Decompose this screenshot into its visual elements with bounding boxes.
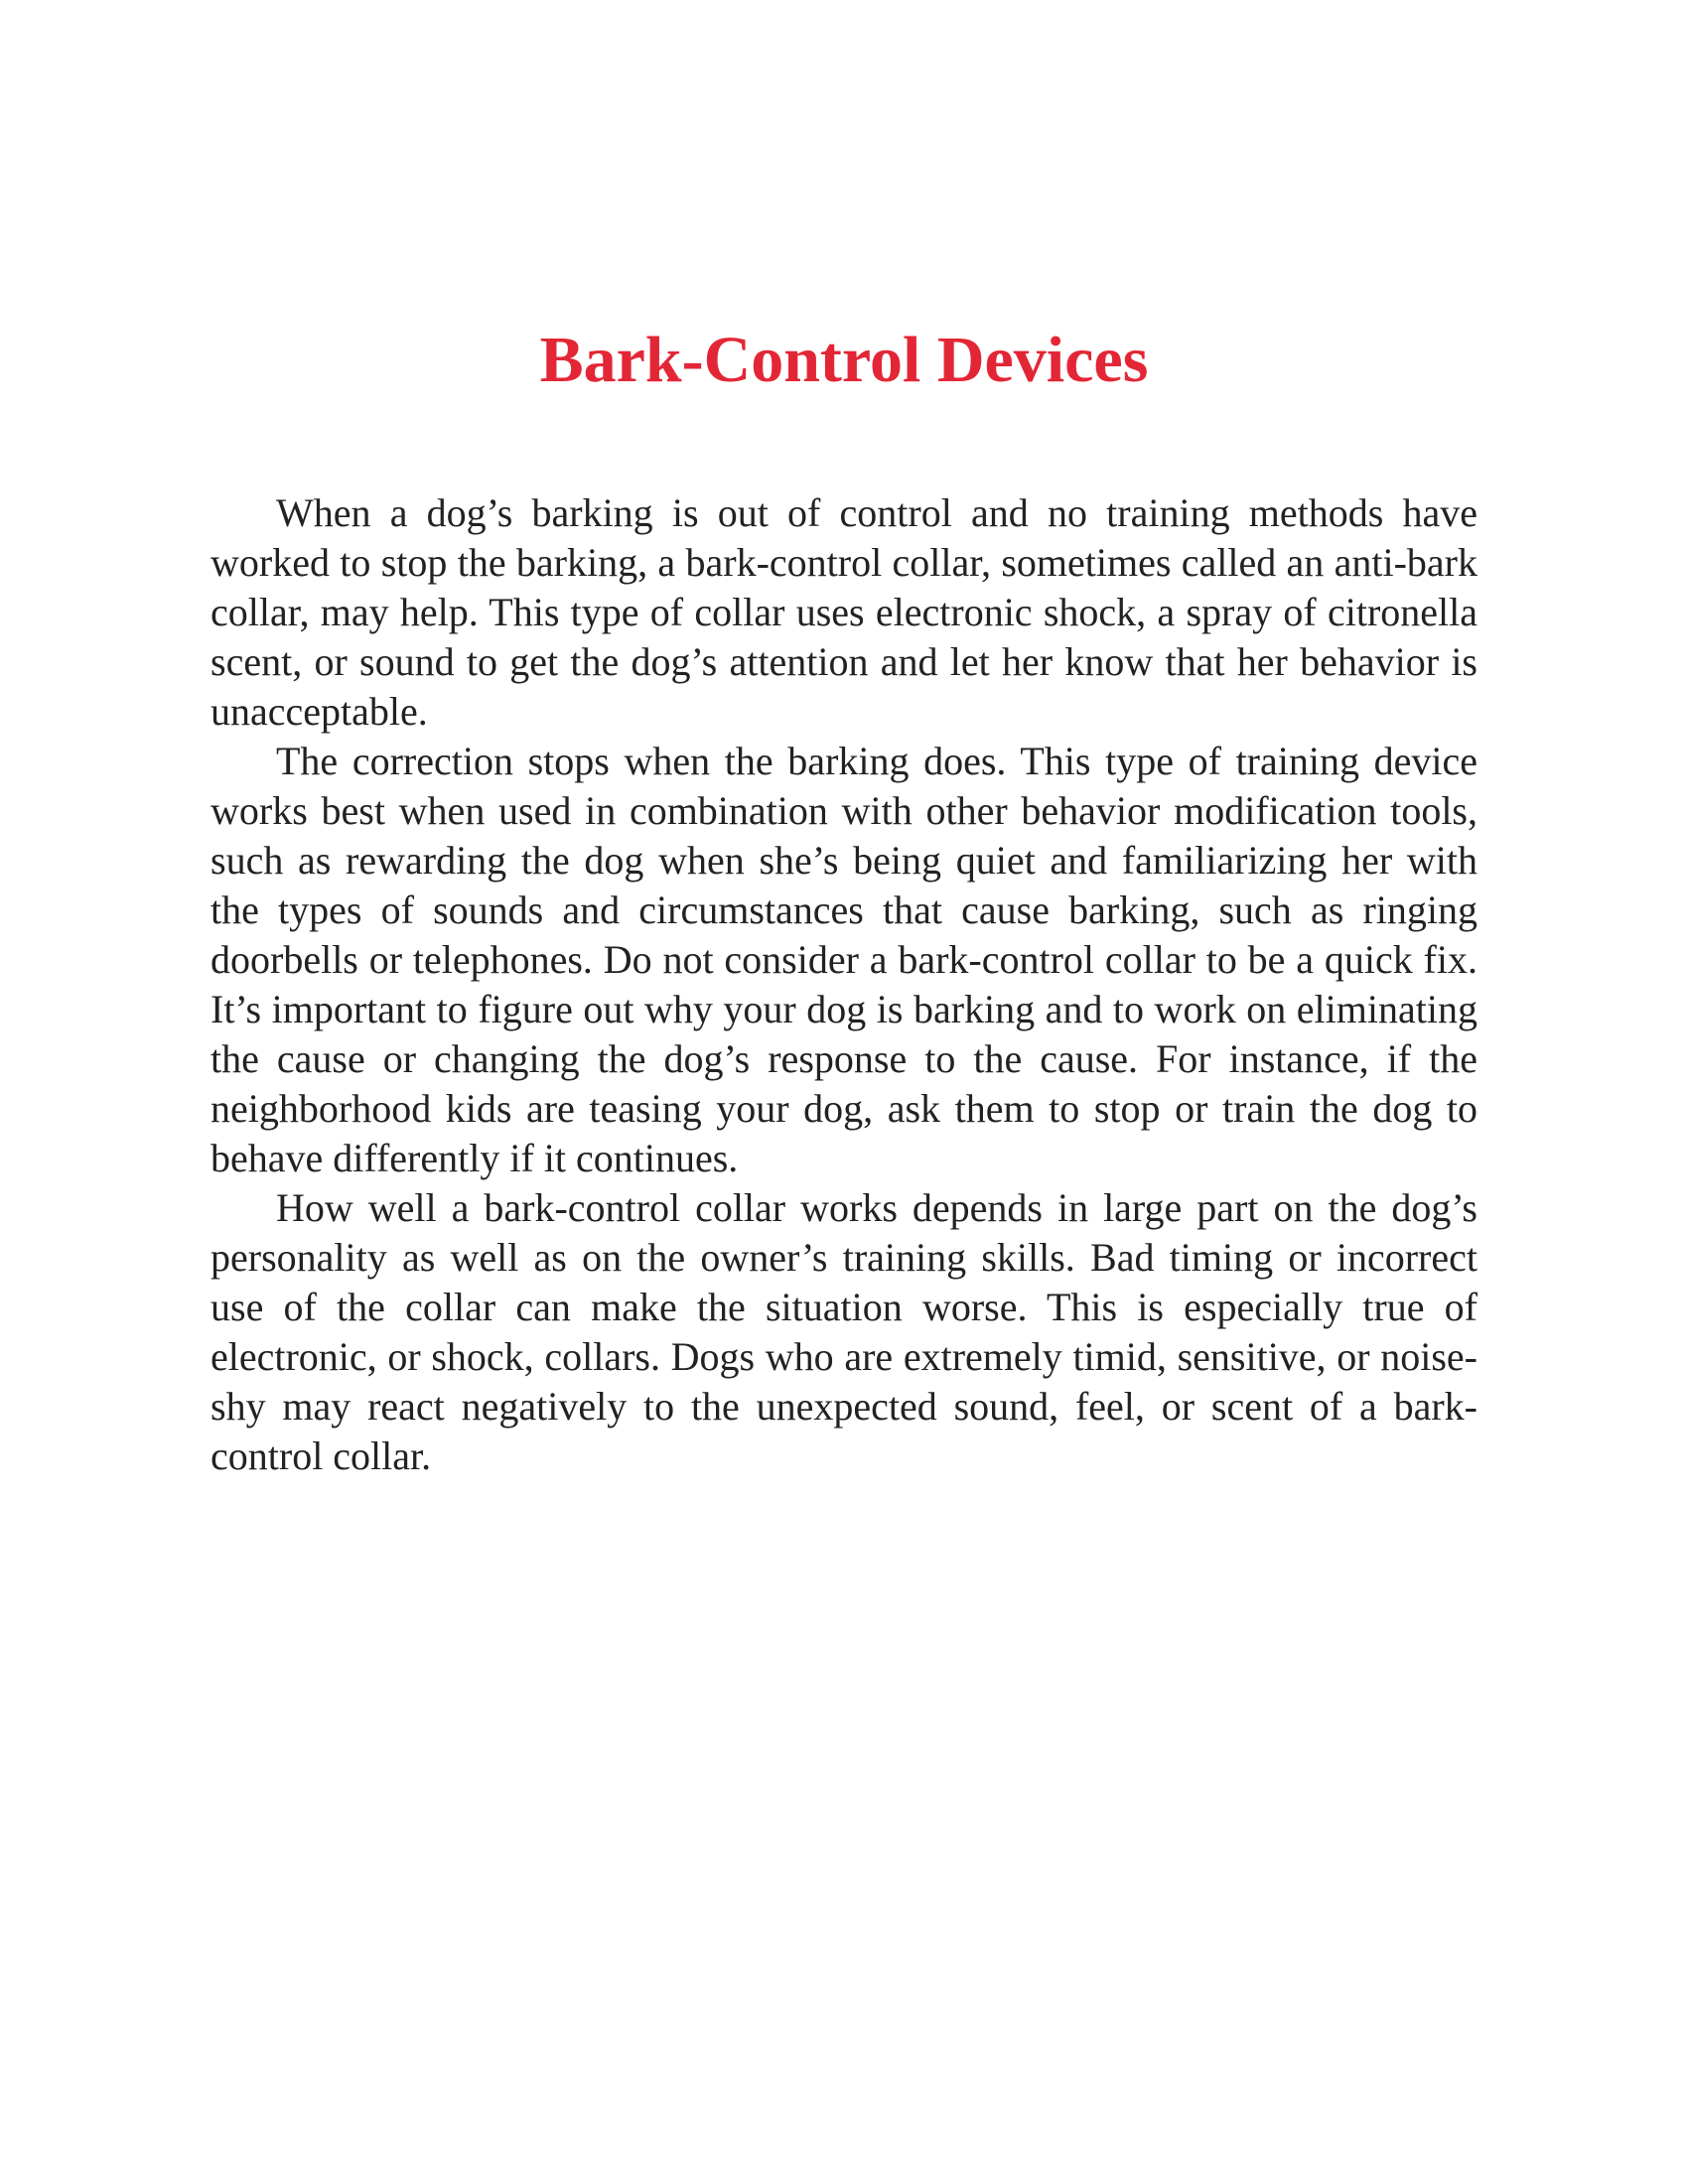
page-title: Bark-Control Devices [539,324,1149,396]
paragraph-3: How well a bark-control collar works depends in large part on the dog’s personality as well as on the owner’s training skills. Bad timing or incorrect use of the collar can make the situation worse. This is especially true of electronic, or shock, collars. Dogs who are extremely timid, sensitive, or noise-shy may react negatively to the unexpected sound, feel, or scent of a bark-control collar. [211,1185,1477,1478]
paragraph-1: When a dog’s barking is out of control and no training methods have worked to stop the barking, a bark-control collar, sometimes called an anti-bark collar, may help. This type of collar uses electronic shock, a spray of citronella scent, or sound to get the dog’s attention and let her know that her behavior is unacceptable. [211,490,1477,734]
body-text [211,488,1477,1481]
paragraph-2: The correction stops when the barking does. This type of training device works best when used in combination with other behavior modification tools, such as rewarding the dog when she’s being quiet and familiarizing her with the types of sounds and circumstances that cause barking, such as ringing doorbells or telephones. Do not consider a bark-control collar to be a quick fix. It’s important to figure out why your dog is barking and to work on eliminating the cause or changing the dog’s response to the cause. For instance, if the neighborhood kids are teasing your dog, ask them to stop or train the dog to behave differently if it continues. [211,739,1477,1180]
